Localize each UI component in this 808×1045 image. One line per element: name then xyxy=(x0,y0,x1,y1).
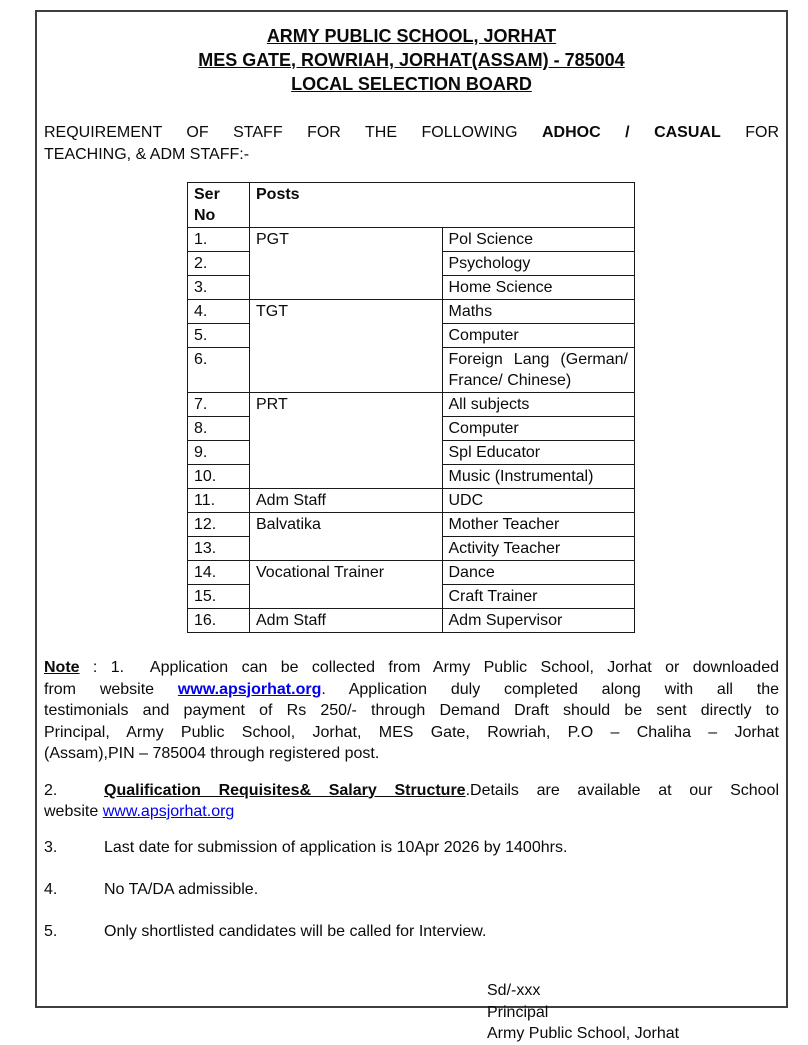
title-line-address: MES GATE, ROWRIAH, JORHAT(ASSAM) - 785004 xyxy=(198,50,625,70)
table-cell-post: Music (Instrumental) xyxy=(442,465,635,489)
item-2-text: .Details are available at our School xyxy=(465,781,779,799)
title-line-school: ARMY PUBLIC SCHOOL, JORHAT xyxy=(266,26,557,46)
item-number: 2. xyxy=(44,781,58,799)
item-3-text: Last date for submission of application is 10Apr 2026 by 1400hrs. xyxy=(104,838,568,856)
item-2-heading: Qualification Requisites& Salary Structure xyxy=(104,781,466,799)
intro-text-end: FOR xyxy=(745,124,779,141)
posts-table xyxy=(187,182,635,633)
item-2 xyxy=(44,780,779,823)
item-3 xyxy=(44,837,779,859)
item-number: 5. xyxy=(44,922,58,940)
table-cell-ser: 11. xyxy=(188,489,250,513)
table-cell-ser: 1. xyxy=(188,228,250,252)
table-cell-category: Vocational Trainer xyxy=(250,561,443,609)
table-cell-post: Maths xyxy=(442,300,635,324)
table-cell-post: Foreign Lang (German/ France/ Chinese) xyxy=(442,348,635,393)
intro-text: REQUIREMENT OF STAFF FOR THE FOLLOWING xyxy=(44,124,518,141)
table-cell-category: PRT xyxy=(250,393,443,489)
table-row xyxy=(188,300,635,324)
table-cell-ser: 12. xyxy=(188,513,250,537)
table-cell-ser: 14. xyxy=(188,561,250,585)
item-5-text: Only shortlisted candidates will be called for Interview. xyxy=(104,922,487,940)
intro-paragraph xyxy=(44,122,779,165)
note-text: . Application duly completed along with all the xyxy=(321,680,780,698)
item-2-line-1 xyxy=(44,780,779,802)
table-cell-ser: 16. xyxy=(188,609,250,633)
table-cell-category: TGT xyxy=(250,300,443,393)
table-cell-ser: 9. xyxy=(188,441,250,465)
table-cell-ser: 4. xyxy=(188,300,250,324)
table-cell-post: Activity Teacher xyxy=(442,537,635,561)
document-page xyxy=(35,10,788,1042)
title-line-board: LOCAL SELECTION BOARD xyxy=(291,74,532,94)
table-row xyxy=(188,228,635,252)
table-header-posts: Posts xyxy=(250,183,635,228)
note-line-5: (Assam),PIN – 785004 through registered post. xyxy=(44,745,380,762)
note-text: from website xyxy=(44,680,178,698)
table-cell-category: PGT xyxy=(250,228,443,300)
table-header-ser: Ser No xyxy=(188,183,250,228)
table-cell-post: Craft Trainer xyxy=(442,585,635,609)
document-title-block xyxy=(44,24,779,96)
intro-line-1 xyxy=(44,122,779,144)
item-2-text: website xyxy=(44,803,103,820)
table-cell-post: Psychology xyxy=(442,252,635,276)
intro-bold-text: ADHOC / CASUAL xyxy=(542,124,721,141)
signature-sd: Sd/-xxx xyxy=(487,982,541,999)
table-cell-category: Balvatika xyxy=(250,513,443,561)
table-cell-ser: 8. xyxy=(188,417,250,441)
table-cell-ser: 10. xyxy=(188,465,250,489)
table-cell-post: All subjects xyxy=(442,393,635,417)
website-link[interactable]: www.apsjorhat.org xyxy=(177,680,322,698)
note-line-1 xyxy=(44,657,779,679)
note-text: : 1. Application can be collected from Army Public School, Jorhat or downloaded xyxy=(79,659,779,676)
table-cell-category: Adm Staff xyxy=(250,489,443,513)
website-link[interactable]: www.apsjorhat.org xyxy=(102,803,235,820)
note-label: Note xyxy=(44,659,80,676)
table-cell-ser: 13. xyxy=(188,537,250,561)
table-cell-post: Computer xyxy=(442,324,635,348)
table-row xyxy=(188,393,635,417)
table-header-row xyxy=(188,183,635,228)
intro-line-2: TEACHING, & ADM STAFF:- xyxy=(44,145,250,163)
table-cell-ser: 3. xyxy=(188,276,250,300)
item-number: 4. xyxy=(44,881,58,898)
table-cell-post: Computer xyxy=(442,417,635,441)
item-2-line-2 xyxy=(44,801,779,823)
table-cell-post: Spl Educator xyxy=(442,441,635,465)
table-cell-post: Adm Supervisor xyxy=(442,609,635,633)
table-cell-ser: 5. xyxy=(188,324,250,348)
note-line-4: Principal, Army Public School, Jorhat, MES Gate, Rowriah, P.O – Chaliha – Jorhat xyxy=(44,723,779,741)
table-cell-ser: 7. xyxy=(188,393,250,417)
item-5 xyxy=(44,921,779,943)
item-4-text: No TA/DA admissible. xyxy=(104,881,259,898)
table-cell-ser: 15. xyxy=(188,585,250,609)
table-cell-post: Pol Science xyxy=(442,228,635,252)
table-cell-ser: 6. xyxy=(188,348,250,393)
table-cell-post: Home Science xyxy=(442,276,635,300)
table-cell-post: Mother Teacher xyxy=(442,513,635,537)
table-cell-category: Adm Staff xyxy=(250,609,443,633)
signature-designation: Principal xyxy=(487,1003,549,1021)
note-line-3: testimonials and payment of Rs 250/- through Demand Draft should be sent directly to xyxy=(44,702,779,719)
note-paragraph xyxy=(44,657,779,765)
signature-block xyxy=(487,980,779,1045)
item-number: 3. xyxy=(44,838,58,856)
table-row xyxy=(188,609,635,633)
table-row xyxy=(188,513,635,537)
table-cell-post: Dance xyxy=(442,561,635,585)
signature-organisation: Army Public School, Jorhat xyxy=(487,1025,680,1042)
item-4 xyxy=(44,879,779,901)
note-line-2 xyxy=(44,679,779,701)
table-cell-post: UDC xyxy=(442,489,635,513)
table-row xyxy=(188,561,635,585)
table-cell-ser: 2. xyxy=(188,252,250,276)
table-row xyxy=(188,489,635,513)
